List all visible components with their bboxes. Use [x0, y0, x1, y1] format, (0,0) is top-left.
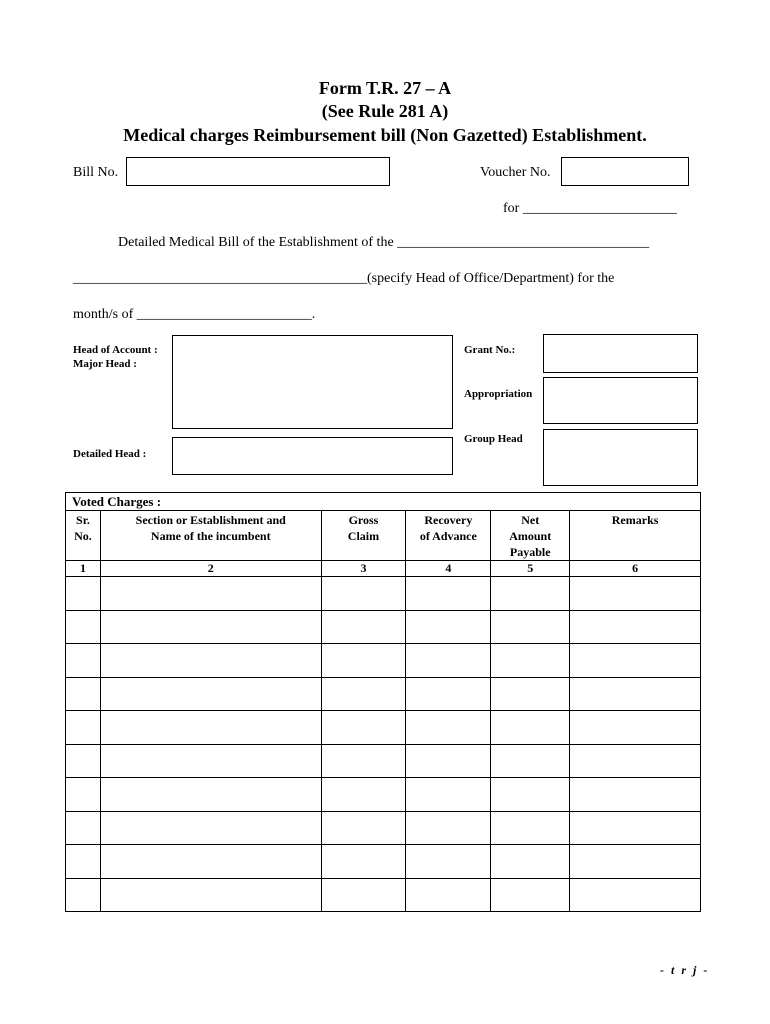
table-cell[interactable] — [406, 744, 491, 778]
table-cell[interactable] — [491, 677, 570, 711]
table-cell[interactable] — [100, 845, 321, 879]
column-header: Sr. No. — [66, 511, 101, 561]
table-cell[interactable] — [100, 610, 321, 644]
detail-line-2: __________________________________________(specify Head of Office/Department) for the — [73, 271, 615, 286]
table-cell[interactable] — [570, 711, 701, 745]
table-cell[interactable] — [491, 711, 570, 745]
table-row — [66, 644, 701, 678]
table-cell[interactable] — [100, 711, 321, 745]
column-number: 3 — [321, 561, 406, 577]
voted-charges-caption: Voted Charges : — [66, 493, 701, 511]
table-cell[interactable] — [66, 878, 101, 912]
table-cell[interactable] — [321, 644, 406, 678]
detailed-head-label: Detailed Head : — [73, 448, 147, 460]
table-cell[interactable] — [66, 577, 101, 611]
table-cell[interactable] — [491, 845, 570, 879]
table-cell[interactable] — [406, 811, 491, 845]
column-header: Net Amount Payable — [491, 511, 570, 561]
table-cell[interactable] — [321, 677, 406, 711]
voucher-no-field[interactable] — [561, 157, 689, 186]
table-row — [66, 778, 701, 812]
bill-no-field[interactable] — [126, 157, 390, 186]
table-cell[interactable] — [321, 811, 406, 845]
group-head-label: Group Head — [464, 433, 523, 445]
table-cell[interactable] — [100, 778, 321, 812]
table-cell[interactable] — [66, 644, 101, 678]
table-header-row — [66, 511, 701, 561]
table-cell[interactable] — [321, 744, 406, 778]
table-cell[interactable] — [570, 610, 701, 644]
table-row — [66, 811, 701, 845]
table-row — [66, 744, 701, 778]
column-number: 4 — [406, 561, 491, 577]
bill-no-label: Bill No. — [73, 165, 119, 180]
table-row — [66, 610, 701, 644]
column-number: 2 — [100, 561, 321, 577]
table-cell[interactable] — [321, 845, 406, 879]
table-cell[interactable] — [406, 711, 491, 745]
table-cell[interactable] — [491, 778, 570, 812]
table-cell[interactable] — [66, 744, 101, 778]
grant-no-label: Grant No.: — [464, 344, 516, 356]
table-cell[interactable] — [570, 778, 701, 812]
table-cell[interactable] — [570, 845, 701, 879]
table-row — [66, 878, 701, 912]
table-cell[interactable] — [321, 711, 406, 745]
head-of-account-label: Head of Account : — [73, 344, 158, 356]
appropriation-label: Appropriation — [464, 388, 533, 400]
bill-title: Medical charges Reimbursement bill (Non Gazetted) Establishment. — [123, 125, 647, 145]
voucher-no-label: Voucher No. — [480, 165, 551, 180]
table-row — [66, 677, 701, 711]
table-cell[interactable] — [66, 711, 101, 745]
table-cell[interactable] — [570, 644, 701, 678]
table-number-row — [66, 561, 701, 577]
table-cell[interactable] — [100, 744, 321, 778]
voted-charges-table — [65, 492, 701, 912]
grant-no-field[interactable] — [543, 334, 698, 373]
table-cell[interactable] — [66, 677, 101, 711]
table-cell[interactable] — [406, 677, 491, 711]
table-cell[interactable] — [570, 744, 701, 778]
table-cell[interactable] — [491, 610, 570, 644]
table-cell[interactable] — [321, 878, 406, 912]
table-cell[interactable] — [100, 878, 321, 912]
table-cell[interactable] — [406, 878, 491, 912]
table-cell[interactable] — [66, 778, 101, 812]
table-cell[interactable] — [66, 610, 101, 644]
table-cell[interactable] — [100, 644, 321, 678]
table-cell[interactable] — [100, 677, 321, 711]
detail-line-1: Detailed Medical Bill of the Establishment of the ____________________________________ — [118, 235, 650, 250]
table-cell[interactable] — [570, 677, 701, 711]
column-header: Remarks — [570, 511, 701, 561]
table-cell[interactable] — [570, 811, 701, 845]
appropriation-field[interactable] — [543, 377, 698, 424]
form-title: Form T.R. 27 – A — [318, 78, 452, 98]
table-cell[interactable] — [66, 845, 101, 879]
rule-reference: (See Rule 281 A) — [321, 101, 449, 121]
table-cell[interactable] — [406, 845, 491, 879]
table-row — [66, 845, 701, 879]
table-cell[interactable] — [406, 577, 491, 611]
table-cell[interactable] — [406, 778, 491, 812]
table-row — [66, 711, 701, 745]
table-cell[interactable] — [491, 878, 570, 912]
column-number: 5 — [491, 561, 570, 577]
column-number: 1 — [66, 561, 101, 577]
table-cell[interactable] — [406, 610, 491, 644]
table-row — [66, 577, 701, 611]
detail-line-3: month/s of _________________________. — [73, 307, 316, 322]
table-cell[interactable] — [491, 644, 570, 678]
detailed-head-field[interactable] — [172, 437, 453, 475]
table-cell[interactable] — [570, 878, 701, 912]
group-head-field[interactable] — [543, 429, 698, 486]
major-head-field[interactable] — [172, 335, 453, 429]
table-cell[interactable] — [321, 778, 406, 812]
table-cell[interactable] — [321, 610, 406, 644]
table-cell[interactable] — [100, 577, 321, 611]
column-number: 6 — [570, 561, 701, 577]
table-cell[interactable] — [570, 577, 701, 611]
table-cell[interactable] — [66, 811, 101, 845]
table-cell[interactable] — [321, 577, 406, 611]
column-header: Section or Establishment and Name of the incumbent — [100, 511, 321, 561]
table-cell[interactable] — [406, 644, 491, 678]
table-cell[interactable] — [491, 744, 570, 778]
table-cell[interactable] — [491, 577, 570, 611]
for-line: for ______________________ — [503, 201, 677, 216]
major-head-label: Major Head : — [73, 358, 137, 370]
column-header: Gross Claim — [321, 511, 406, 561]
footer-mark: - t r j - — [660, 963, 710, 977]
table-cell[interactable] — [100, 811, 321, 845]
column-header: Recovery of Advance — [406, 511, 491, 561]
table-cell[interactable] — [491, 811, 570, 845]
